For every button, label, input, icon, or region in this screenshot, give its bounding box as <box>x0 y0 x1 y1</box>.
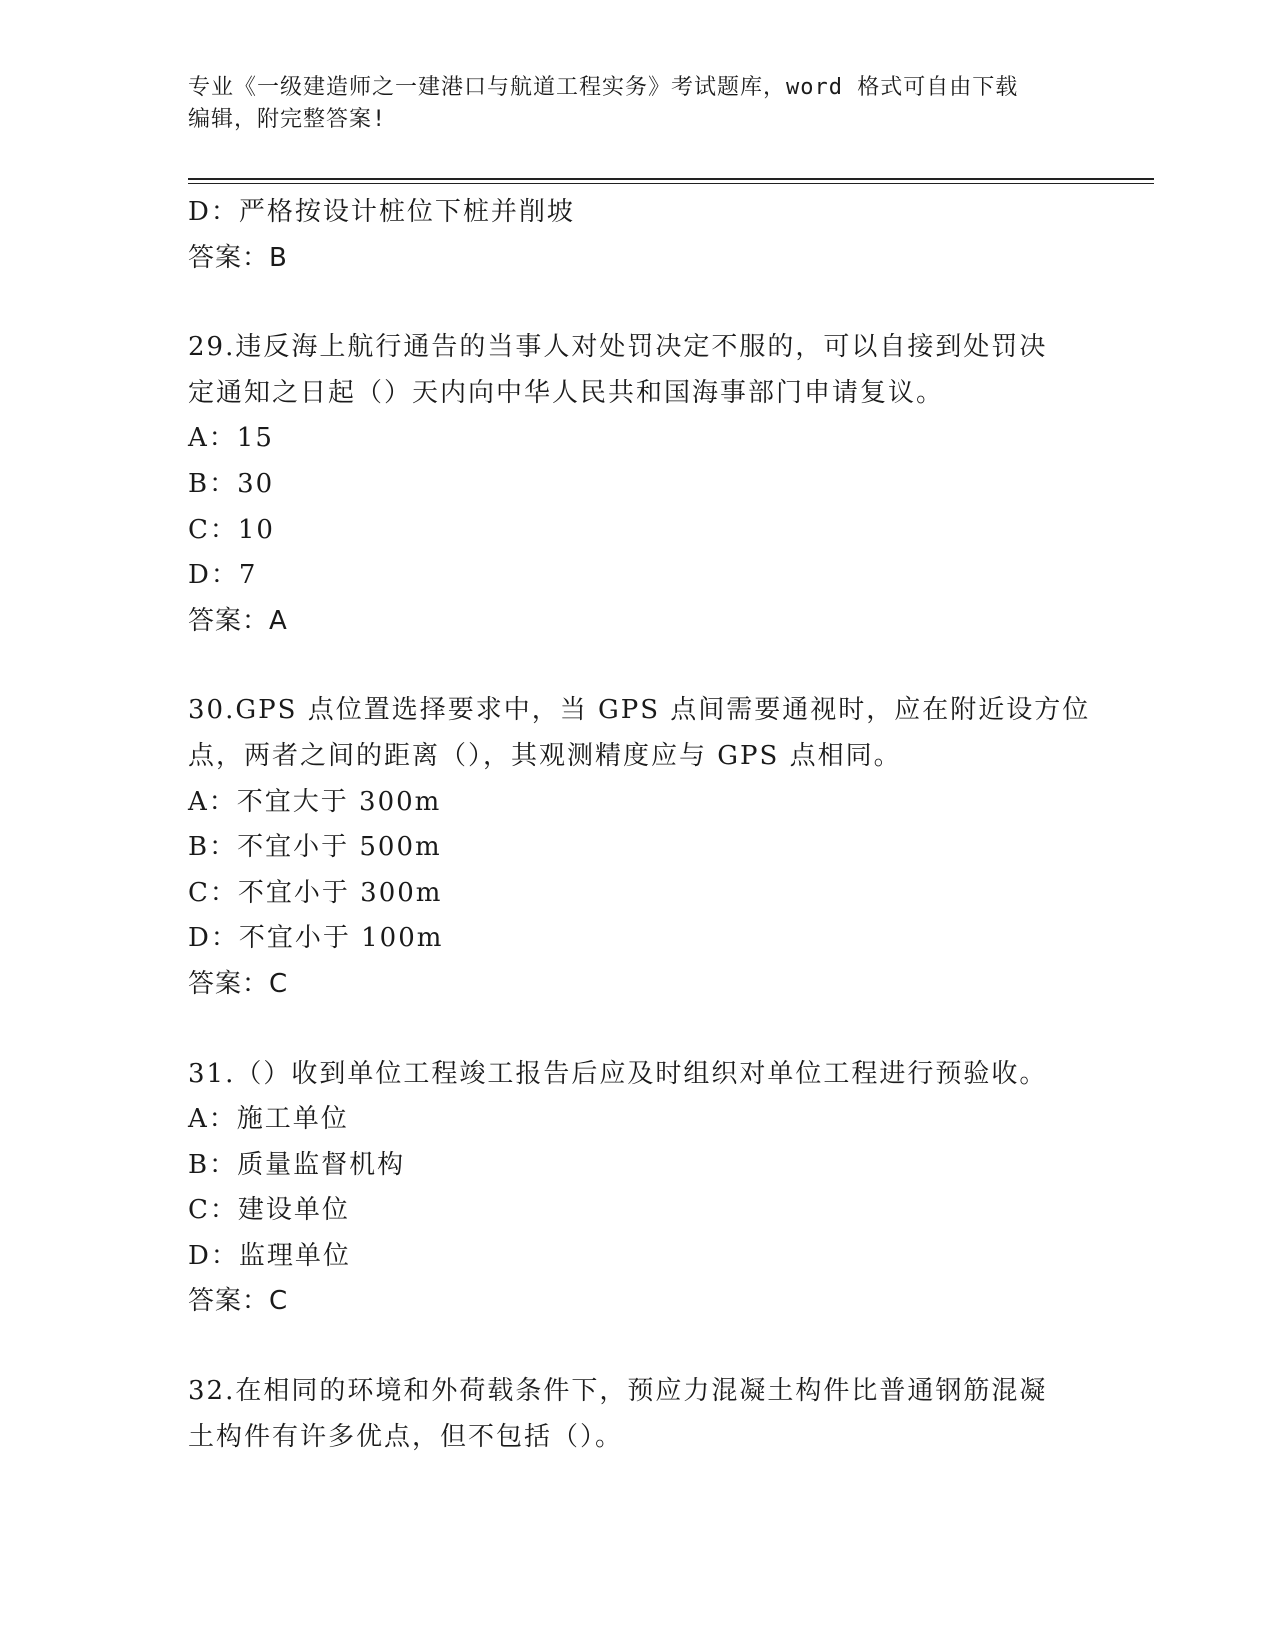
question-text-line: 32.在相同的环境和外荷载条件下，预应力混凝土构件比普通钢筋混凝 <box>188 1376 1048 1407</box>
question-content <box>188 190 1091 1460</box>
header-rule-thin <box>188 183 1154 184</box>
option-b: B：质量监督机构 <box>188 1149 406 1180</box>
question-28-tail <box>188 190 1088 281</box>
question-text-line: 定通知之日起（）天内向中华人民共和国海事部门申请复议。 <box>188 377 945 408</box>
header-line-2: 编辑，附完整答案! <box>188 107 387 132</box>
header-rule-thick <box>188 178 1154 180</box>
option-d: D：不宜小于 100m <box>188 923 444 954</box>
question-30 <box>188 688 1091 1007</box>
answer: 答案：A <box>188 605 288 636</box>
option-d: D：7 <box>188 560 258 591</box>
question-text-line: 点，两者之间的距离（），其观测精度应与 GPS 点相同。 <box>188 740 902 771</box>
option-a: A：不宜大于 300m <box>188 786 442 817</box>
question-text-line: 土构件有许多优点，但不包括（）。 <box>188 1421 624 1452</box>
question-text-line: 31.（）收到单位工程竣工报告后应及时组织对单位工程进行预验收。 <box>188 1058 1048 1089</box>
question-text-line: 29.违反海上航行通告的当事人对处罚决定不服的，可以自接到处罚决 <box>188 332 1048 363</box>
answer: 答案：C <box>188 1286 289 1317</box>
option-d: D：监理单位 <box>188 1240 351 1271</box>
option-a: A：施工单位 <box>188 1104 349 1135</box>
question-text-line: 30.GPS 点位置选择要求中，当 GPS 点间需要通视时，应在附近设方位 <box>188 695 1091 726</box>
option-b: B：30 <box>188 468 275 499</box>
option-d: D：严格按设计桩位下桩并削坡 <box>188 197 575 227</box>
option-c: C：建设单位 <box>188 1195 350 1226</box>
answer: 答案：B <box>188 242 288 273</box>
document-header <box>188 72 1088 136</box>
option-c: C：10 <box>188 514 275 545</box>
question-31 <box>188 1052 1088 1326</box>
option-c: C：不宜小于 300m <box>188 877 443 908</box>
option-a: A：15 <box>188 423 274 454</box>
option-b: B：不宜小于 500m <box>188 832 442 863</box>
question-32 <box>188 1369 1088 1460</box>
question-29 <box>188 325 1088 644</box>
answer: 答案：C <box>188 968 289 999</box>
header-line-1: 专业《一级建造师之一建港口与航道工程实务》考试题库，word 格式可自由下载 <box>188 75 1019 100</box>
